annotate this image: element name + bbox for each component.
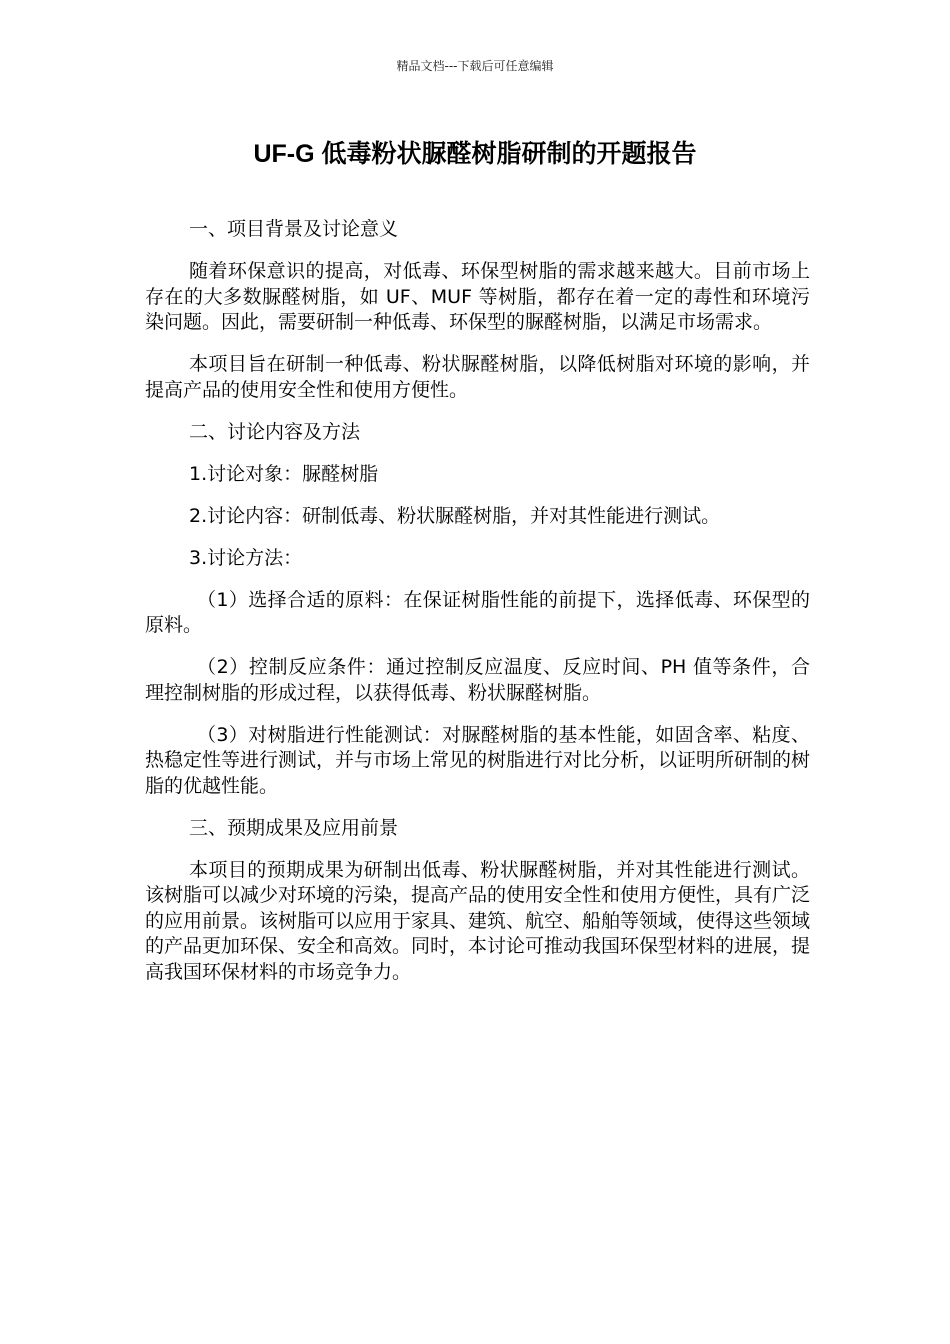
paragraph-expected-results: 本项目的预期成果为研制出低毒、粉状脲醛树脂，并对其性能进行测试。该树脂可以减少对环境的污染，提高产品的使用安全性和使用方便性，具有广泛的应用前景。该树脂可以应用于家具、建筑、航空、船舶等领域，使得这些领域的产品更加环保、安全和高效。同时，本讨论可推动我国环保型材料的进展，提高我国环保材料的市场竞争力。 xyxy=(145,858,811,983)
method-item-performance-testing: （3）对树脂进行性能测试：对脲醛树脂的基本性能，如固含率、粘度、热稳定性等进行测试，并与市场上常见的树脂进行对比分析，以证明所研制的树脂的优越性能。 xyxy=(145,723,811,797)
paragraph-background: 随着环保意识的提高，对低毒、环保型树脂的需求越来越大。目前市场上存在的大多数脲醛树脂，如 UF、MUF 等树脂，都存在着一定的毒性和环境污染问题。因此，需要研制一种低毒、环保型的脲醛树脂，以满足市场需求。 xyxy=(145,260,810,333)
list-item-research-methods: 3.讨论方法： xyxy=(189,546,303,569)
page-header: 精品文档---下载后可任意编辑 xyxy=(396,59,554,73)
section-heading-expected-results: 三、预期成果及应用前景 xyxy=(189,816,399,839)
list-item-research-content: 2.讨论内容：研制低毒、粉状脲醛树脂，并对其性能进行测试。 xyxy=(189,504,721,527)
paragraph-objective: 本项目旨在研制一种低毒、粉状脲醛树脂，以降低树脂对环境的影响，并提高产品的使用安全性和使用方便性。 xyxy=(145,353,810,401)
section-heading-content-methods: 二、讨论内容及方法 xyxy=(189,420,361,443)
document-title: UF-G 低毒粉状脲醛树脂研制的开题报告 xyxy=(253,140,697,168)
method-item-raw-materials: （1）选择合适的原料：在保证树脂性能的前提下，选择低毒、环保型的原料。 xyxy=(145,588,810,636)
section-heading-background: 一、项目背景及讨论意义 xyxy=(189,218,399,240)
list-item-research-object: 1.讨论对象：脲醛树脂 xyxy=(189,462,379,485)
document-body xyxy=(145,217,810,1002)
method-item-reaction-conditions: （2）控制反应条件：通过控制反应温度、反应时间、PH 值等条件，合理控制树脂的形成过程，以获得低毒、粉状脲醛树脂。 xyxy=(145,656,810,704)
